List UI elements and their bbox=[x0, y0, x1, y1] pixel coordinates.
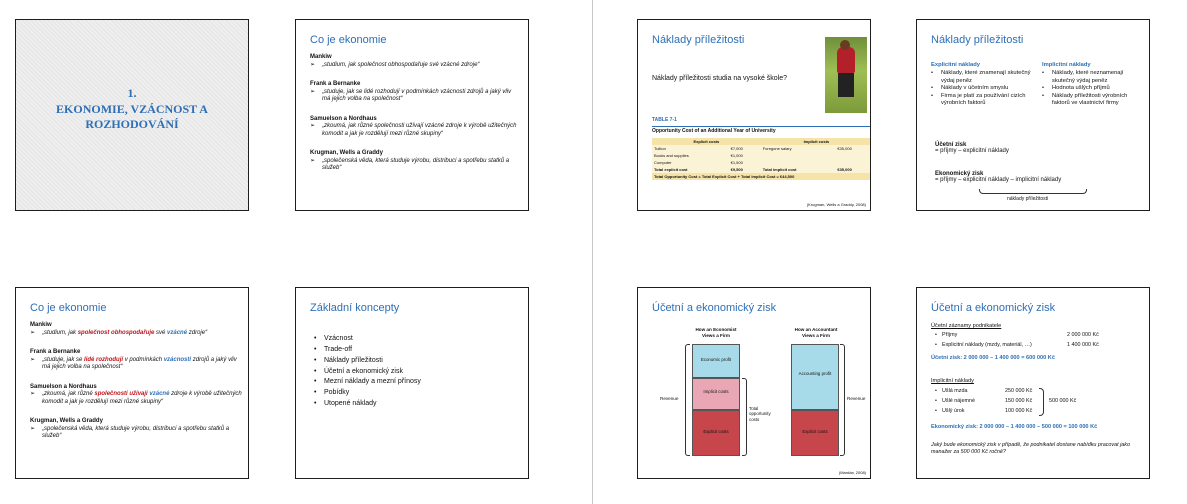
slide-title: Náklady příležitosti bbox=[652, 34, 745, 46]
quote: ➢ „studuje, jak se lidé rozhodují v podmínkách vzácnosti zdrojů a jaký vliv má jejich volba na společnost“ bbox=[30, 357, 242, 372]
implicit-row: Ušlý úrok bbox=[942, 408, 965, 414]
author: Mankiw bbox=[310, 54, 332, 60]
list-item: • Účetní a ekonomický zisk bbox=[314, 367, 421, 378]
brace-label: náklady příležitosti bbox=[1007, 196, 1049, 202]
author: Samuelson a Nordhaus bbox=[310, 115, 377, 122]
implicit-value: 100 000 Kč bbox=[1005, 408, 1033, 414]
cost-table bbox=[652, 138, 871, 180]
explicit-costs-block-right: Explicit costs bbox=[791, 410, 839, 456]
slide-1[interactable] bbox=[15, 19, 249, 211]
implicit-column bbox=[1042, 62, 1146, 108]
slide-3[interactable] bbox=[637, 19, 871, 211]
bullet-icon: • bbox=[935, 398, 937, 404]
economist-header: How an Economist Views a Firm bbox=[695, 327, 737, 338]
definitions-list-highlighted bbox=[30, 322, 242, 441]
definitions-list bbox=[310, 54, 520, 173]
accountant-header: How an Accountant Views a Firm bbox=[794, 327, 838, 338]
slide-8[interactable] bbox=[916, 287, 1150, 479]
author: Krugman, Wells a Graddy bbox=[30, 418, 103, 424]
person-icon bbox=[837, 47, 855, 73]
accounting-profit-line: Účetní zisk: 2 000 000 – 1 400 000 = 600 000 Kč bbox=[931, 355, 1055, 361]
source-note: (Krugman, Wells a Graddy, 2008) bbox=[806, 202, 866, 207]
slide-title: Základní koncepty bbox=[310, 302, 400, 314]
quote: ➢ „studuje, jak se lidé rozhodují v podmínkách vzácnosti zdrojů a jaký vliv má jejich volba na společnost“ bbox=[310, 89, 520, 104]
total-opp-bracket bbox=[742, 378, 747, 456]
revenue-label: Revenue bbox=[660, 396, 679, 401]
quote: ➢ „zkoumá, jak různé společnosti užívají vzácné zdroje k výrobě užitečných komodit a jak je rozdělují mezi různé skupiny“ bbox=[30, 391, 242, 406]
total-opp-label: Total opportunity costs bbox=[749, 406, 771, 422]
author: Samuelson a Nordhaus bbox=[30, 383, 97, 390]
implicit-row: Ušlé nájemné bbox=[942, 398, 975, 404]
list-item: • Firma je platí za používání cizích výrobních faktorů bbox=[931, 93, 1035, 108]
accounting-profit-formula: Účetní zisk = příjmy – explicitní náklady bbox=[935, 142, 1009, 154]
table-title: Opportunity Cost of an Additional Year of University bbox=[652, 126, 871, 134]
source-note: (Mankiw, 2008) bbox=[838, 470, 866, 475]
section-title: Účetní záznamy podnikatele bbox=[931, 323, 1002, 329]
bullet-icon: • bbox=[935, 408, 937, 414]
list-item: • Vzácnost bbox=[314, 334, 421, 345]
question-text: Náklady příležitosti studia na vysoké škole? bbox=[652, 75, 788, 82]
list-item: • Hodnota ušlých příjmů bbox=[1042, 85, 1146, 93]
table-row: Tuition €7,000 Foregone salary €35,000 bbox=[654, 146, 852, 151]
slide-2[interactable] bbox=[295, 19, 529, 211]
implicit-sum: 500 000 Kč bbox=[1049, 398, 1077, 404]
economic-profit-formula: Ekonomický zisk = příjmy – explicitní náklady – implicitní náklady bbox=[935, 171, 1062, 183]
bullet-icon: • bbox=[935, 332, 937, 338]
records-row: Příjmy bbox=[942, 332, 958, 338]
list-item: • Náklady příležitosti bbox=[314, 356, 421, 367]
author: Frank a Bernanke bbox=[310, 81, 361, 87]
slide-4[interactable] bbox=[916, 19, 1150, 211]
implicit-value: 250 000 Kč bbox=[1005, 388, 1033, 394]
table-row: Total explicit cost €9,500 Total implicit cost €35,000 bbox=[654, 167, 852, 172]
bullet-icon: • bbox=[935, 388, 937, 394]
quote: ➢ „společenská věda, která studuje výrobu, distribuci a spotřebu statků a služeb“ bbox=[30, 426, 242, 441]
right-bracket bbox=[840, 344, 845, 456]
bullet-icon: • bbox=[935, 342, 937, 348]
brace-icon bbox=[1039, 388, 1044, 416]
slide-title: Účetní a ekonomický zisk bbox=[652, 302, 777, 314]
brace-icon bbox=[979, 189, 1087, 194]
slide-title: Náklady příležitosti bbox=[931, 34, 1024, 46]
implicit-value: 150 000 Kč bbox=[1005, 398, 1033, 404]
left-bracket bbox=[685, 344, 690, 456]
quote: ➢ „společenská věda, která studuje výrobu, distribuci a spotřebu statků a služeb“ bbox=[310, 158, 520, 173]
section-title: Implicitní náklady bbox=[931, 378, 974, 384]
records-row: Explicitní náklady (mzdy, materiál, …) bbox=[942, 342, 1032, 348]
golfer-photo bbox=[825, 37, 867, 113]
list-item: • Mezní náklady a mezní přínosy bbox=[314, 377, 421, 388]
col-header: Explicit costs bbox=[693, 139, 720, 144]
accounting-profit-block: Accounting profit bbox=[791, 344, 839, 410]
list-item: • Náklady, které neznamenají skutečný výdaj peněz bbox=[1042, 70, 1146, 85]
concept-list bbox=[314, 334, 421, 410]
list-item: • Trade-off bbox=[314, 345, 421, 356]
explicit-column bbox=[931, 62, 1035, 108]
slide-title: Účetní a ekonomický zisk bbox=[931, 302, 1056, 314]
implicit-row: Ušlá mzda bbox=[942, 388, 968, 394]
list-item: • Náklady příležitosti výrobních faktorů ve vlastnictví firmy bbox=[1042, 93, 1146, 108]
implicit-costs-block: Implicit costs bbox=[692, 378, 740, 410]
list-item: • Pobídky bbox=[314, 388, 421, 399]
total-line: Total Opportunity Cost = Total Explicit Cost + Total Implicit Cost = €44,500 bbox=[654, 174, 795, 179]
author: Mankiw bbox=[30, 322, 52, 328]
column-title: Explicitní náklady bbox=[931, 62, 980, 68]
slide-title: Co je ekonomie bbox=[30, 302, 107, 314]
table-row: Books and supplies €1,000 bbox=[654, 153, 743, 158]
economic-profit-line: Ekonomický zisk: 2 000 000 – 1 400 000 – 500 000 = 100 000 Kč bbox=[931, 424, 1098, 430]
table-row: Computer €1,500 bbox=[654, 160, 743, 165]
quote: ➢ „studium, jak společnost obhospodařuje své vzácné zdroje“ bbox=[30, 330, 242, 338]
question-text: Jaký bude ekonomický zisk v případě, že podnikatel dostane nabídku pracovat jako manažer za 500 000 Kč ročně? bbox=[931, 442, 1130, 456]
slide-6[interactable] bbox=[295, 287, 529, 479]
records-value: 2 000 000 Kč bbox=[1067, 332, 1099, 338]
table-label: TABLE 7-1 bbox=[652, 117, 677, 123]
list-item: • Náklady, které znamenají skutečný výdaj peněz bbox=[931, 70, 1035, 85]
slide-7[interactable] bbox=[637, 287, 871, 479]
records-value: 1 400 000 Kč bbox=[1067, 342, 1099, 348]
quote: ➢ „studium, jak společnost obhospodařuje své vzácné zdroje“ bbox=[310, 62, 520, 70]
col-header: Implicit costs bbox=[803, 139, 830, 144]
list-item: • Utopené náklady bbox=[314, 399, 421, 410]
author: Frank a Bernanke bbox=[30, 349, 81, 355]
author: Krugman, Wells a Graddy bbox=[310, 150, 383, 156]
column-title: Implicitní náklady bbox=[1042, 62, 1091, 68]
slide-1-title: 1. EKONOMIE, VZÁCNOST A ROZHODOVÁNÍ bbox=[56, 86, 208, 132]
economic-profit-block: Economic profit bbox=[692, 344, 740, 378]
slide-title: Co je ekonomie bbox=[310, 34, 387, 46]
page-divider bbox=[592, 0, 593, 504]
revenue-label-right: Revenue bbox=[847, 396, 866, 401]
list-item: • Náklady v účetním smyslu bbox=[931, 85, 1035, 93]
slide-5[interactable] bbox=[15, 287, 249, 479]
explicit-costs-block: Explicit costs bbox=[692, 410, 740, 456]
quote: ➢ „zkoumá, jak různé společnosti užívají vzácné zdroje k výrobě užitečných komodit a jak je rozdělují mezi různé skupiny“ bbox=[310, 123, 520, 138]
